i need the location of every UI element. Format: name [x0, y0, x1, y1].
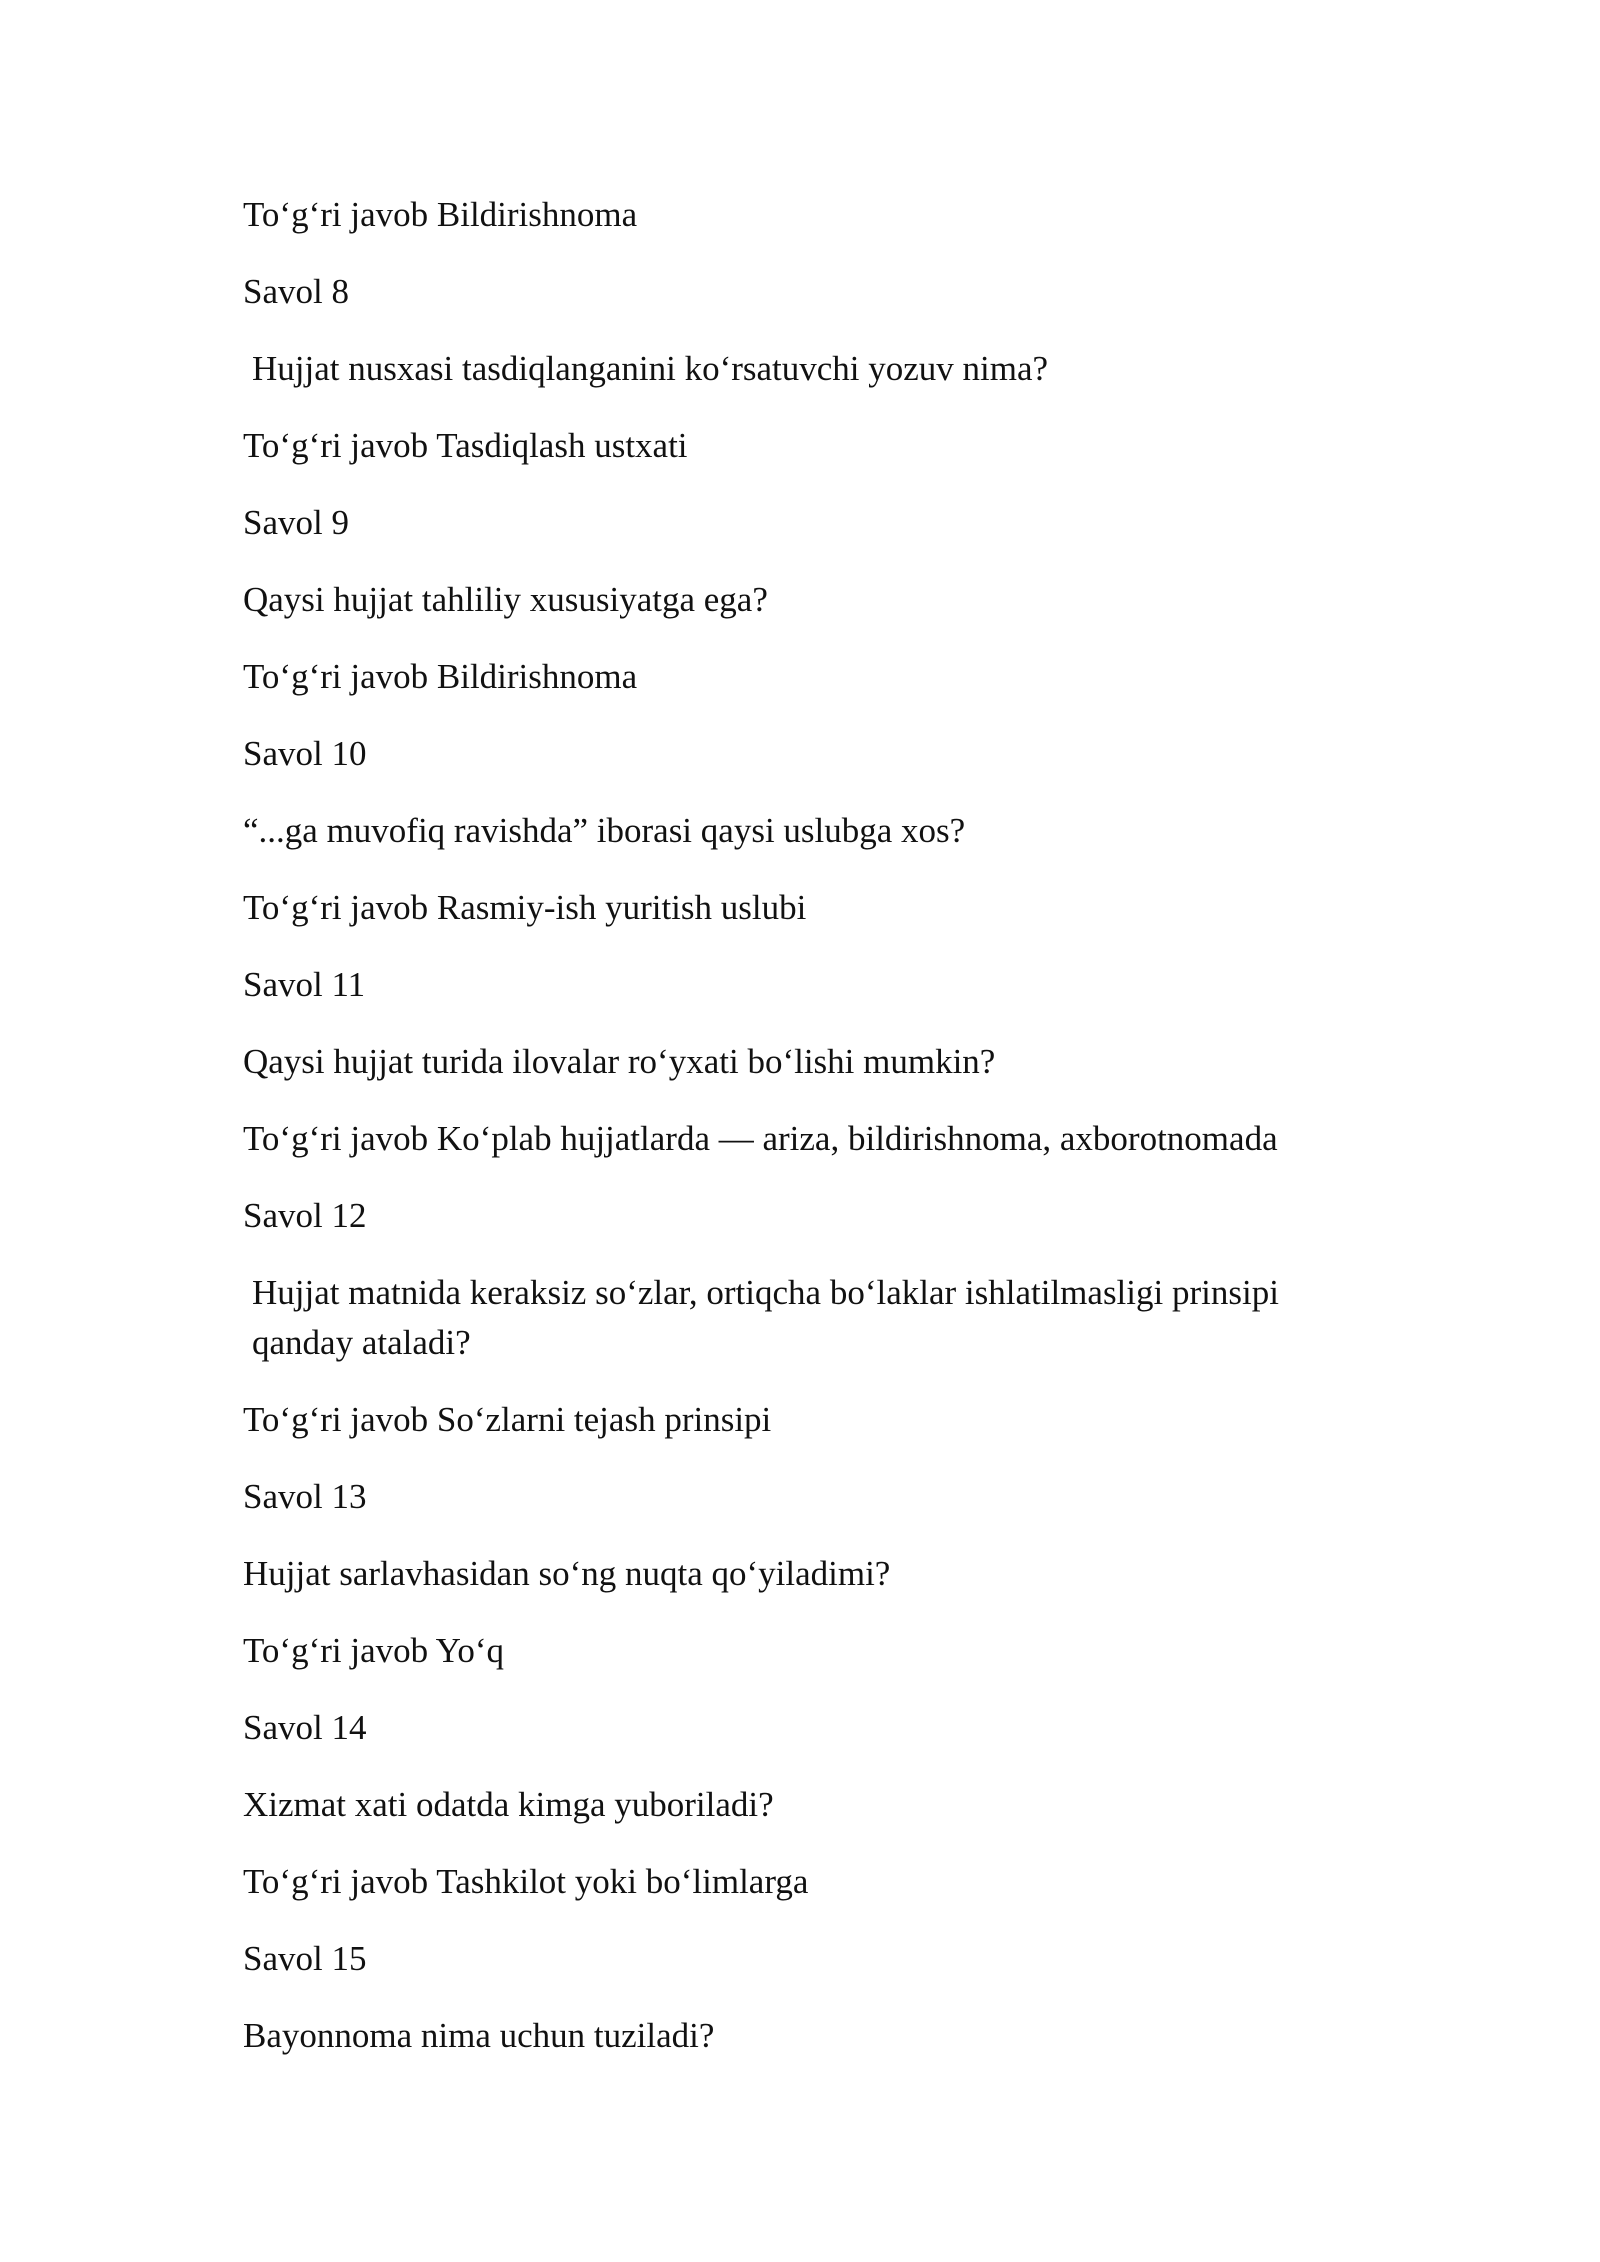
answer-line: To‘g‘ri javob Bildirishnoma: [243, 657, 638, 696]
answer-line: To‘g‘ri javob Yo‘q: [243, 1631, 505, 1670]
question-text: Xizmat xati odatda kimga yuboriladi?: [243, 1785, 774, 1824]
answer-line: To‘g‘ri javob Bildirishnoma: [243, 195, 638, 234]
question-text: Hujjat nusxasi tasdiqlanganini ko‘rsatuvchi yozuv nima?: [252, 349, 1049, 388]
question-number: Savol 11: [243, 965, 366, 1004]
answer-line: To‘g‘ri javob Tasdiqlash ustxati: [243, 426, 688, 465]
question-text: Bayonnoma nima uchun tuziladi?: [243, 2016, 715, 2055]
question-number: Savol 8: [243, 272, 349, 311]
question-number: Savol 10: [243, 734, 367, 773]
answer-line: To‘g‘ri javob Ko‘plab hujjatlarda — ariza, bildirishnoma, axborotnomada: [243, 1119, 1278, 1158]
question-text: “...ga muvofiq ravishda” iborasi qaysi uslubga xos?: [243, 811, 966, 850]
answer-line: To‘g‘ri javob Tashkilot yoki bo‘limlarga: [243, 1862, 809, 1901]
question-text: Hujjat sarlavhasidan so‘ng nuqta qo‘yiladimi?: [243, 1554, 891, 1593]
question-number: Savol 9: [243, 503, 349, 542]
question-text: Qaysi hujjat tahliliy xususiyatga ega?: [243, 580, 768, 619]
question-text: Qaysi hujjat turida ilovalar ro‘yxati bo‘lishi mumkin?: [243, 1042, 996, 1081]
question-number: Savol 14: [243, 1708, 367, 1747]
answer-line: To‘g‘ri javob So‘zlarni tejash prinsipi: [243, 1400, 772, 1439]
answer-line: To‘g‘ri javob Rasmiy-ish yuritish uslubi: [243, 888, 807, 927]
question-number: Savol 15: [243, 1939, 367, 1978]
document-body: [243, 190, 1383, 2088]
question-text: Hujjat matnida keraksiz so‘zlar, ortiqcha bo‘laklar ishlatilmasligi prinsipi qanday ataladi?: [252, 1273, 1279, 1362]
question-number: Savol 12: [243, 1196, 367, 1235]
question-number: Savol 13: [243, 1477, 367, 1516]
